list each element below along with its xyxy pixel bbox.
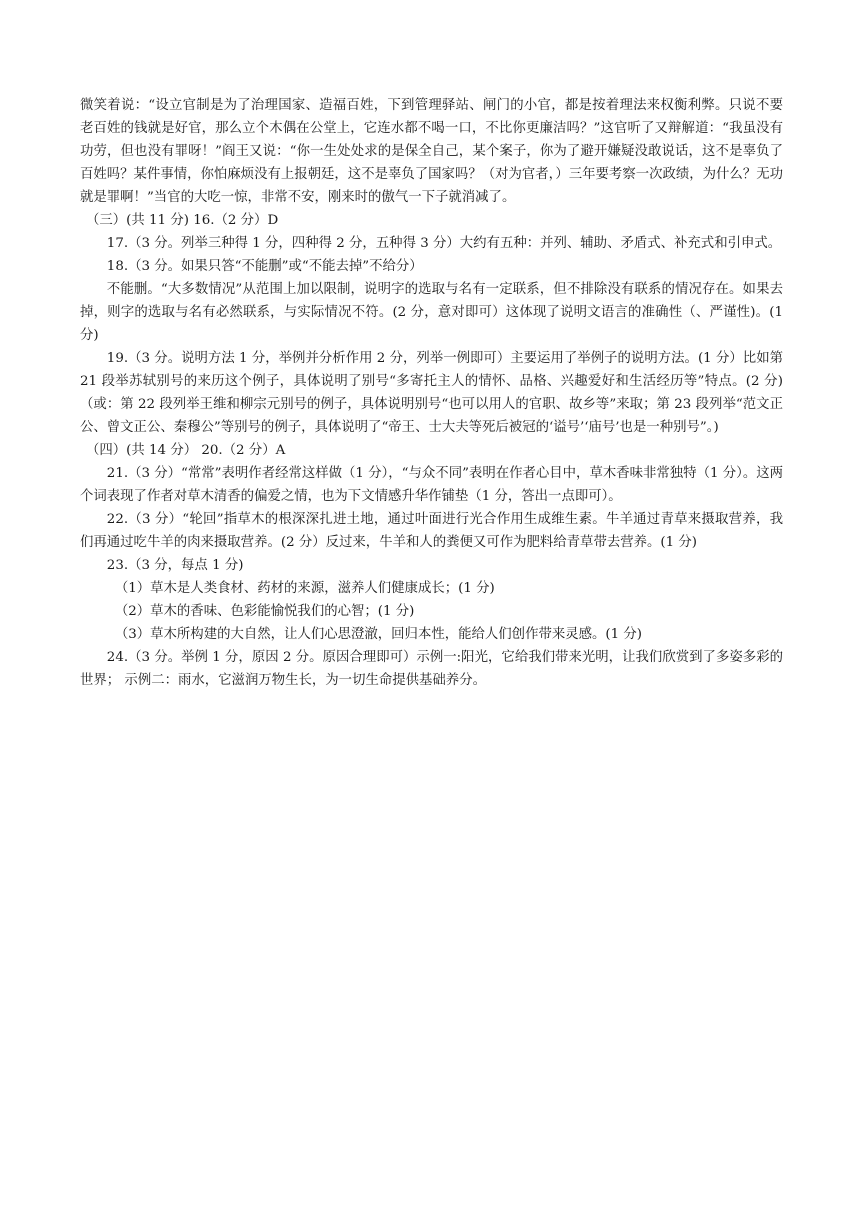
paragraph-story-ending: 微笑着说：“设立官制是为了治理国家、造福百姓，下到管理驿站、闸门的小官，都是按着理法来权衡利弊。只说不要老百姓的钱就是好官，那么立个木偶在公堂上，它连水都不喝一口，不比你更廉洁吗？”这官听了又辩解道：“我虽没有功劳，但也没有罪呀！”阎王又说：“你一生处处求的是保全自己，某个案子，你为了避开嫌疑没敢说话，这不是辜负了百姓吗？某件事情，你怕麻烦没有上报朝廷，这不是辜负了国家吗？（对为官者，）三年要考察一次政绩，为什么？无功就是罪啊！”当官的大吃一惊，非常不安，刚来时的傲气一下子就消减了。 [80,98,784,205]
answer-22: 22.（3 分）“轮回”指草木的根深深扎进土地，通过叶面进行光合作用生成维生素。牛羊通过青草来摄取营养，我们再通过吃牛羊的肉来摄取营养。(2 分）反过来，牛羊和人的粪便又可作为肥料给青草带去营养。(1 分) [80,512,783,550]
answer-21: 21.（3 分）“常常”表明作者经常这样做（1 分），“与众不同”表明在作者心目中，草木香味非常独特（1 分）。这两个词表现了作者对草木清香的偏爱之情，也为下文情感升华作铺垫（1 分，答出一点即可）。 [80,466,783,504]
answer-18-scoring: 18.（3 分。如果只答“不能删”或“不能去掉”不给分） [106,259,423,274]
answer-24: 24.（3 分。举例 1 分，原因 2 分。原因合理即可）示例一:阳光，它给我们带来光明，让我们欣赏到了多姿多彩的世界； 示例二：雨水，它滋润万物生长，为一切生命提供基础养分。 [80,650,783,688]
answer-19: 19.（3 分。说明方法 1 分，举例并分析作用 2 分，列举一例即可）主要运用了举例子的说明方法。(1 分）比如第 21 段举苏轼别号的来历这个例子，具体说明了别号“多寄托主人的情怀、品格、兴趣爱好和生活经历等”特点。(2 分)（或：第 22 段列举王维和柳宗元别号的例子，具体说明别号“也可以用人的官职、故乡等”来取；第 23 段列举“范文正公、曾文正公、秦穆公”等别号的例子，具体说明了“帝王、士大夫等死后被冠的‘谥号’‘庙号’也是一种别号”。) [80,351,783,435]
answer-17: 17.（3 分。列举三种得 1 分，四种得 2 分，五种得 3 分）大约有五种：并列、辅助、矛盾式、补充式和引申式。 [106,236,782,251]
answer-23-scoring: 23.（3 分，每点 1 分) [106,558,244,573]
answer-23-point-1: （1）草木是人类食材、药材的来源，滋养人们健康成长；(1 分) [114,581,495,596]
section-four-heading: （四）(共 14 分） 20.（2 分）A [86,443,286,458]
answer-23-point-3: （3）草木所构建的大自然，让人们心思澄澈，回归本性，能给人们创作带来灵感。(1 分) [114,627,643,642]
answer-18-body: 不能删。“大多数情况”从范围上加以限制，说明字的选取与名有一定联系，但不排除没有联系的情况存在。如果去掉，则字的选取与名有必然联系，与实际情况不符。(2 分，意对即可）这体现了说明文语言的准确性（、严谨性)。(1 分) [80,282,783,343]
section-three-heading: （三）(共 11 分) 16.（2 分）D [86,213,279,228]
answer-23-point-2: （2）草木的香味、色彩能愉悦我们的心智；(1 分) [114,604,415,619]
